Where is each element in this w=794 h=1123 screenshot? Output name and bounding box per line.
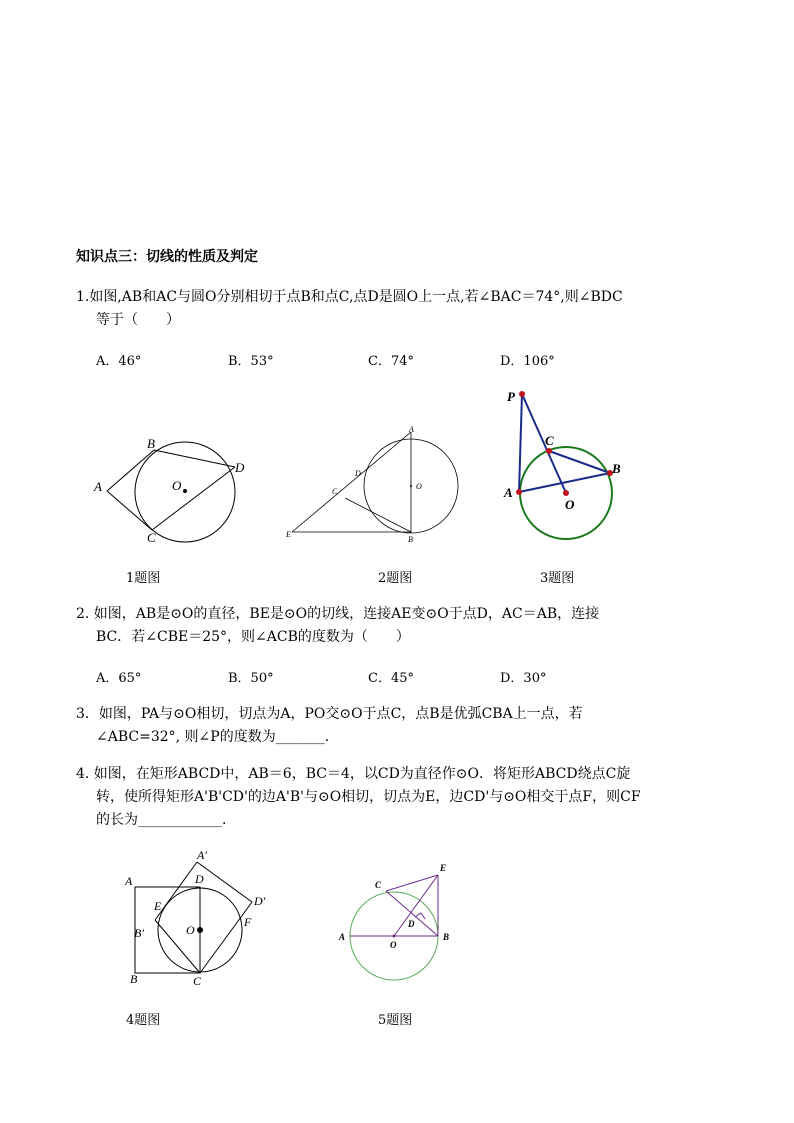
q4-line1: 4. 如图，在矩形ABCD中，AB＝6，BC＝4，以CD为直径作⊙O．将矩形ABCD绕点C旋	[76, 766, 631, 782]
fig4-label-e: E	[154, 899, 162, 913]
fig4-label-c: C	[193, 974, 202, 988]
q1-option-d: D．106°	[500, 354, 555, 369]
fig4-label-a: A	[125, 874, 133, 888]
q4-line3: 的长为____________.	[96, 812, 227, 828]
q2-option-a: A．65°	[96, 671, 142, 686]
figure-3	[502, 385, 627, 545]
fig5-label-e: E	[440, 863, 447, 873]
fig4-label-o: O	[186, 923, 195, 937]
fig2-label-e: E	[286, 530, 291, 539]
caption-fig1: 1题图	[126, 571, 161, 586]
fig2-label-b: B	[408, 535, 413, 544]
caption-fig5: 5题图	[378, 1013, 413, 1028]
q1-option-b: B．53°	[228, 354, 274, 369]
section-title: 知识点三：切线的性质及判定	[76, 249, 258, 265]
q2-option-c: C．45°	[368, 671, 414, 686]
q1-line1: 1.如图,AB和AC与圆O分别相切于点B和点C,点D是圆O上一点,若∠BAC＝74°,则∠BDC	[76, 289, 623, 305]
fig5-label-b: B	[443, 932, 450, 942]
q2-option-d: D．30°	[500, 671, 547, 686]
q1-option-c: C．74°	[368, 354, 414, 369]
fig5-label-o: O	[390, 940, 397, 950]
q1-option-a: A．46°	[96, 354, 142, 369]
fig4-label-a-prime: A′	[197, 848, 207, 862]
fig4-label-d-prime: D′	[254, 894, 266, 908]
fig4-label-b-prime: B′	[134, 926, 144, 940]
fig1-label-c: C	[147, 530, 156, 545]
fig3-label-p: P	[507, 389, 515, 404]
figure-4	[120, 845, 280, 995]
fig1-label-o: O	[172, 478, 182, 493]
fig2-label-o: O	[416, 482, 422, 491]
figure-5	[332, 855, 462, 990]
q2-option-b: B．50°	[228, 671, 274, 686]
fig5-label-c: C	[375, 880, 382, 890]
fig5-label-d: D	[408, 919, 415, 929]
q1-line2: 等于（ ）	[96, 312, 180, 328]
caption-fig3: 3题图	[540, 571, 575, 586]
figure-2	[282, 420, 472, 550]
fig3-label-a: A	[504, 485, 513, 500]
q4-line2: 转，使所得矩形A'B'CD'的边A'B'与⊙O相切，切点为E，边CD'与⊙O相交于点F，则CF	[96, 789, 641, 805]
fig2-label-a: A	[409, 425, 414, 434]
fig4-label-f: F	[244, 915, 252, 929]
fig2-label-d: D	[355, 469, 361, 478]
caption-fig4: 4题图	[126, 1013, 161, 1028]
fig3-label-o: O	[565, 497, 575, 512]
fig5-label-a: A	[339, 932, 346, 942]
q3-line1: 3．如图，PA与⊙O相切，切点为A，PO交⊙O于点C，点B是优弧CBA上一点，若	[76, 706, 583, 722]
fig2-label-c: C	[332, 487, 338, 496]
caption-fig2: 2题图	[378, 571, 413, 586]
fig1-label-d: D	[235, 460, 245, 475]
fig4-label-b: B	[130, 972, 138, 986]
q3-line2: ∠ABC=32°, 则∠P的度数为_______.	[96, 729, 330, 745]
q2-line1: 2. 如图，AB是⊙O的直径，BE是⊙O的切线，连接AE变⊙O于点D，AC＝AB，连接	[76, 606, 600, 622]
fig4-label-d: D	[195, 872, 204, 886]
q2-line2: BC．若∠CBE＝25°，则∠ACB的度数为（ ）	[96, 629, 410, 645]
figure-1	[80, 425, 260, 555]
fig1-label-b: B	[147, 436, 155, 451]
fig3-label-c: C	[545, 433, 554, 448]
fig1-label-a: A	[94, 479, 102, 494]
fig3-label-b: B	[612, 461, 621, 476]
